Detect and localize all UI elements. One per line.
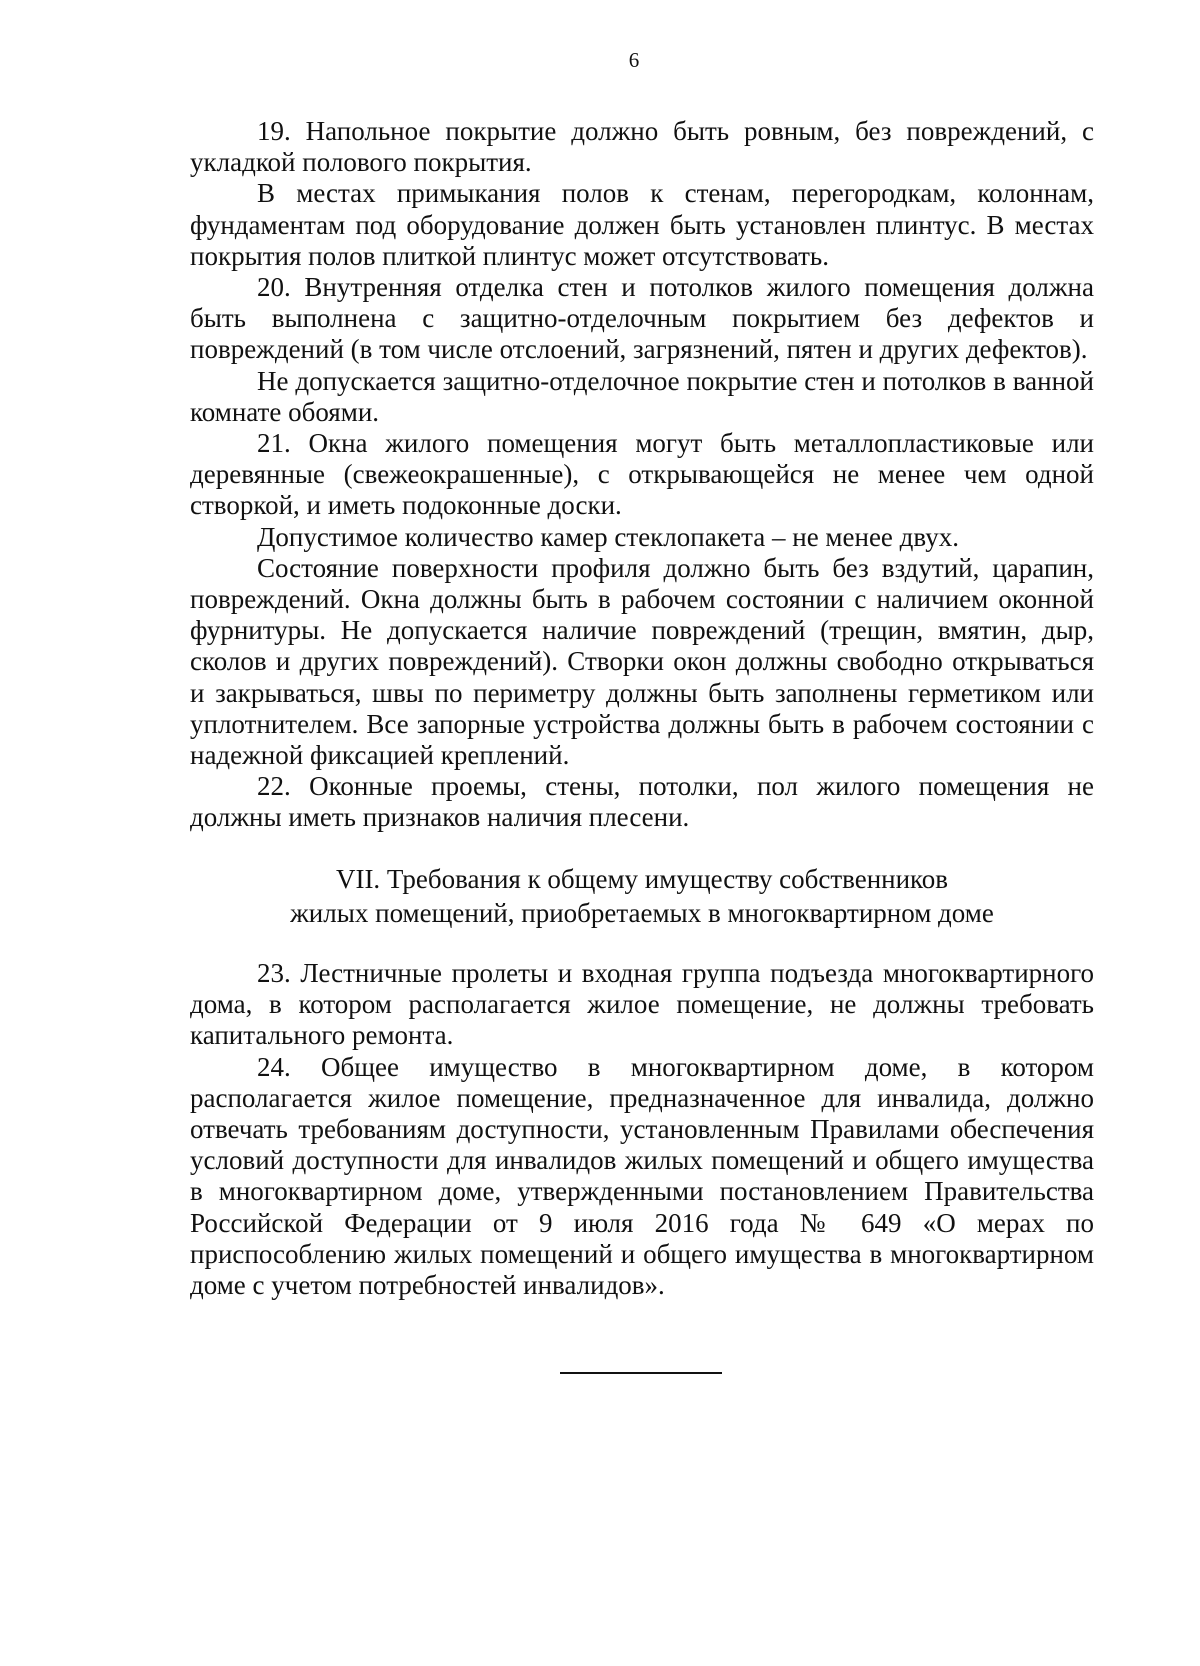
section-heading-line-1: VII. Требования к общему имуществу собственников [335, 864, 949, 894]
paragraph-22: 22. Оконные проемы, стены, потолки, пол жилого помещения не должны иметь признаков наличия плесени. [190, 771, 1094, 833]
paragraph-wallpaper: Не допускается защитно-отделочное покрытие стен и потолков в ванной комнате обоями. [190, 365, 1094, 427]
paragraph-21: 21. Окна жилого помещения могут быть металлопластиковые или деревянные (свежеокрашенные), с открывающейся не менее чем одной створкой, и иметь подоконные доски. [190, 428, 1094, 521]
paragraph-20: 20. Внутренняя отделка стен и потолков жилого помещения должна быть выполнена с защитно-отделочным покрытием без дефектов и повреждений (в том числе отслоений, загрязнений, пятен и других дефектов). [190, 272, 1094, 365]
paragraph-23: 23. Лестничные пролеты и входная группа подъезда многоквартирного дома, в котором располагается жилое помещение, не должны требовать капитального ремонта. [190, 958, 1094, 1051]
paragraph-19: 19. Напольное покрытие должно быть ровным, без повреждений, с укладкой полового покрытия. [190, 116, 1094, 178]
paragraph-glazing: Допустимое количество камер стеклопакета – не менее двух. [257, 521, 959, 552]
body-text-after-heading [190, 958, 1094, 1301]
page-number: 6 [628, 48, 640, 72]
section-heading-line-2: жилых помещений, приобретаемых в многоквартирном доме [290, 898, 994, 928]
end-of-document-rule [560, 1372, 722, 1374]
body-text-before-heading [190, 116, 1094, 834]
paragraph-baseboard: В местах примыкания полов к стенам, перегородкам, колоннам, фундаментам под оборудование должен быть установлен плинтус. В местах покрытия полов плиткой плинтус может отсутствовать. [190, 178, 1094, 271]
paragraph-profile-condition: Состояние поверхности профиля должно быть без вздутий, царапин, повреждений. Окна должны быть в рабочем состоянии с наличием оконной фурнитуры. Не допускается наличие повреждений (трещин, вмятин, дыр, сколов и других повреждений). Створки окон должны свободно открываться и закрываться, швы по периметру должны быть заполнены герметиком или уплотнителем. Все запорные устройства должны быть в рабочем состоянии с надежной фиксацией креплений. [190, 552, 1094, 771]
section-heading [190, 862, 1094, 930]
paragraph-24: 24. Общее имущество в многоквартирном доме, в котором располагается жилое помещение, предназначенное для инвалида, должно отвечать требованиям доступности, установленным Правилами обеспечения условий доступности для инвалидов жилых помещений и общего имущества в многоквартирном доме, утвержденными постановлением Правительства Российской Федерации от 9 июля 2016 года № 649 «О мерах по приспособлению жилых помещений и общего имущества в многоквартирном доме с учетом потребностей инвалидов». [190, 1051, 1094, 1301]
